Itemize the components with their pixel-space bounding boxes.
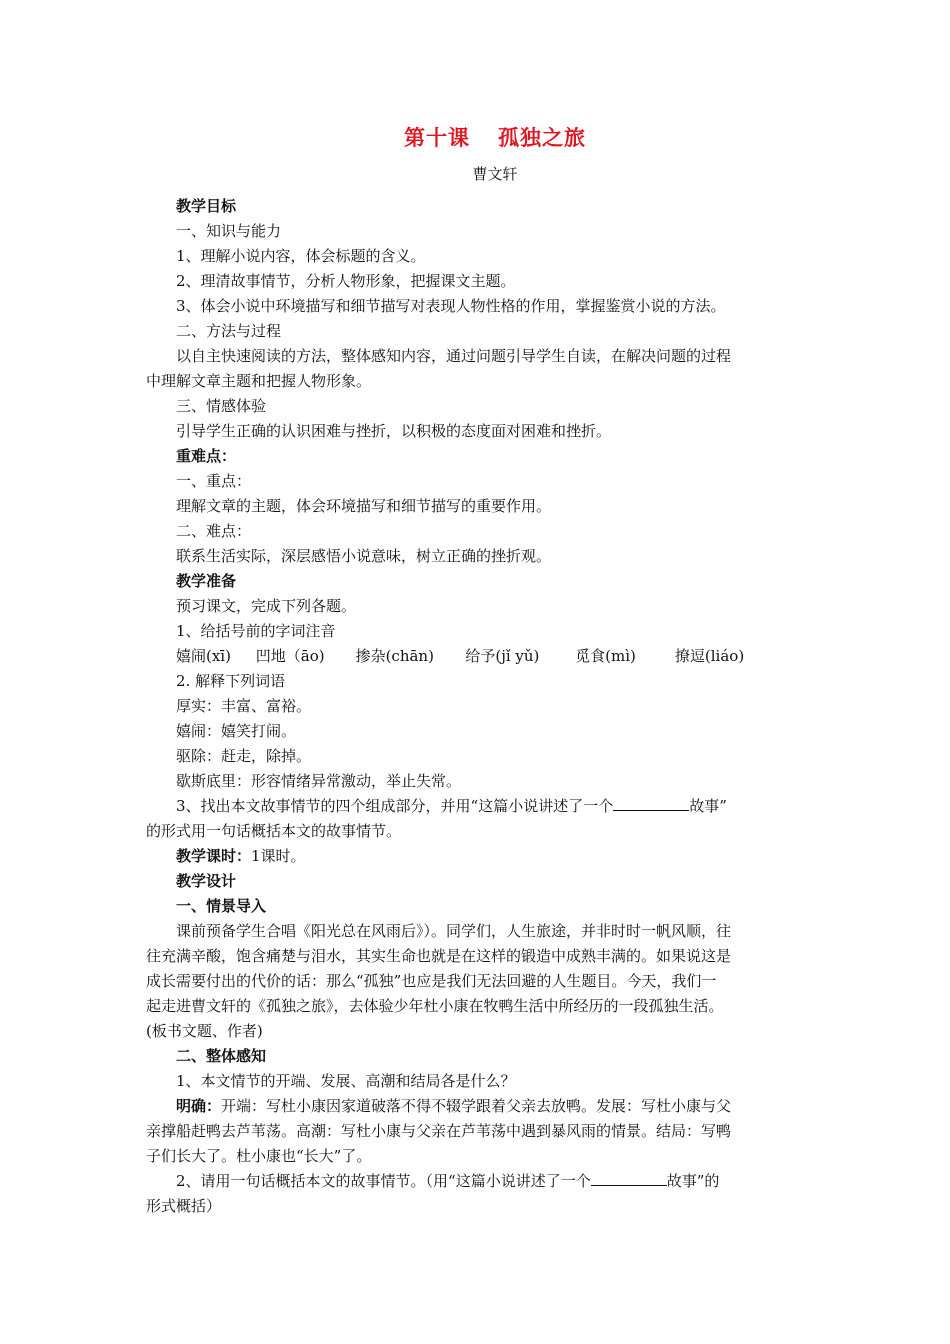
text-fragment: 故事” [689, 797, 727, 815]
text-line: 课前预备学生合唱《阳光总在风雨后》）。同学们，人生旅途，并非时时一帆风顺，往 [176, 922, 732, 940]
section-heading: 教学准备 [176, 572, 237, 590]
text-line: 2. 解释下列词语 [176, 672, 286, 690]
text-line: (板书文题、作者) [146, 1022, 263, 1040]
text-line [146, 1169, 806, 1194]
text-line: 1、本文情节的开端、发展、高潮和结局各是什么？ [176, 1072, 516, 1090]
document-body [146, 194, 806, 1219]
text-line: 形式概括） [146, 1197, 222, 1215]
text-line: 二、方法与过程 [176, 322, 282, 340]
text-line: 驱除：赶走，除掉。 [176, 747, 312, 765]
text-fragment: 1课时。 [251, 847, 306, 865]
text-line: 嬉闹：嬉笑打闹。 [176, 722, 297, 740]
text-fragment: 开端：写杜小康因家道破落不得不辍学跟着父亲去放鸭。发展：写杜小康与父 [221, 1097, 732, 1115]
text-fragment: 2、请用一句话概括本文的故事情节。（用“这篇小说讲述了一个 [176, 1172, 591, 1190]
text-line [146, 1094, 806, 1119]
fill-blank [613, 796, 689, 811]
text-line: 联系生活实际，深层感悟小说意味，树立正确的挫折观。 [176, 547, 552, 565]
answer-label: 明确： [176, 1097, 222, 1115]
text-line: 三、情感体验 [176, 397, 267, 415]
text-line: 以自主快速阅读的方法，整体感知内容，通过问题引导学生自读，在解决问题的过程 [176, 347, 732, 365]
text-fragment: 故事”的 [666, 1172, 720, 1190]
text-line: 的形式用一句话概括本文的故事情节。 [146, 822, 402, 840]
text-line: 成长需要付出的代价的话：那么“孤独”也应是我们无法回避的人生题目。今天，我们一 [146, 972, 717, 990]
text-line: 往充满辛酸，饱含痛楚与泪水，其实生命也就是在这样的锻造中成熟丰满的。如果说这是 [146, 947, 732, 965]
author-name: 曹文轩 [472, 165, 518, 183]
text-line: 1、给括号前的字词注音 [176, 622, 336, 640]
section-heading: 重难点： [176, 447, 237, 465]
section-heading: 二、整体感知 [176, 1047, 267, 1065]
text-line: 预习课文，完成下列各题。 [176, 597, 357, 615]
text-line: 2、理清故事情节，分析人物形象，把握课文主题。 [176, 272, 516, 290]
section-heading: 一、情景导入 [176, 897, 267, 915]
lesson-number: 第十课 [404, 126, 470, 150]
text-line: 一、知识与能力 [176, 222, 282, 240]
text-line: 一、重点： [176, 472, 252, 490]
text-fragment: 3、找出本文故事情节的四个组成部分，并用“这篇小说讲述了一个 [176, 797, 614, 815]
pinyin-item: 撩逗(liáo) [674, 647, 745, 665]
pinyin-item: 嬉闹(xī) [176, 647, 231, 665]
text-line: 二、难点： [176, 522, 252, 540]
text-line: 1、理解小说内容，体会标题的含义。 [176, 247, 426, 265]
text-line: 亲撑船赶鸭去芦苇荡。高潮：写杜小康与父亲在芦苇荡中遇到暴风雨的情景。结局：写鸭 [146, 1122, 732, 1140]
section-heading: 教学目标 [176, 197, 237, 215]
fill-blank [591, 1171, 667, 1186]
pinyin-item: 掺杂(chān) [355, 647, 434, 665]
text-line: 起走进曹文轩的《孤独之旅》，去体验少年杜小康在牧鸭生活中所经历的一段孤独生活。 [146, 997, 724, 1015]
text-line: 理解文章的主题，体会环境描写和细节描写的重要作用。 [176, 497, 552, 515]
text-line: 歇斯底里：形容情绪异常激动，举止失常。 [176, 772, 462, 790]
text-line: 子们长大了。杜小康也“长大”了。 [146, 1147, 372, 1165]
lesson-title [0, 122, 950, 152]
lesson-name: 孤独之旅 [498, 126, 586, 150]
section-heading: 教学课时： [176, 847, 252, 865]
text-line: 引导学生正确的认识困难与挫折，以积极的态度面对困难和挫折。 [176, 422, 612, 440]
text-line: 中理解文章主题和把握人物形象。 [146, 372, 372, 390]
text-line: 厚实：丰富、富裕。 [176, 697, 312, 715]
text-line [146, 844, 806, 869]
pinyin-item: 给予(jǐ yǔ) [465, 647, 540, 665]
text-line [146, 794, 806, 819]
text-line: 3、体会小说中环境描写和细节描写对表现人物性格的作用，掌握鉴赏小说的方法。 [176, 297, 726, 315]
pinyin-line [146, 644, 806, 669]
section-heading: 教学设计 [176, 872, 237, 890]
pinyin-item: 觅食(mì) [575, 647, 636, 665]
pinyin-item: 凹地（āo) [255, 647, 325, 665]
